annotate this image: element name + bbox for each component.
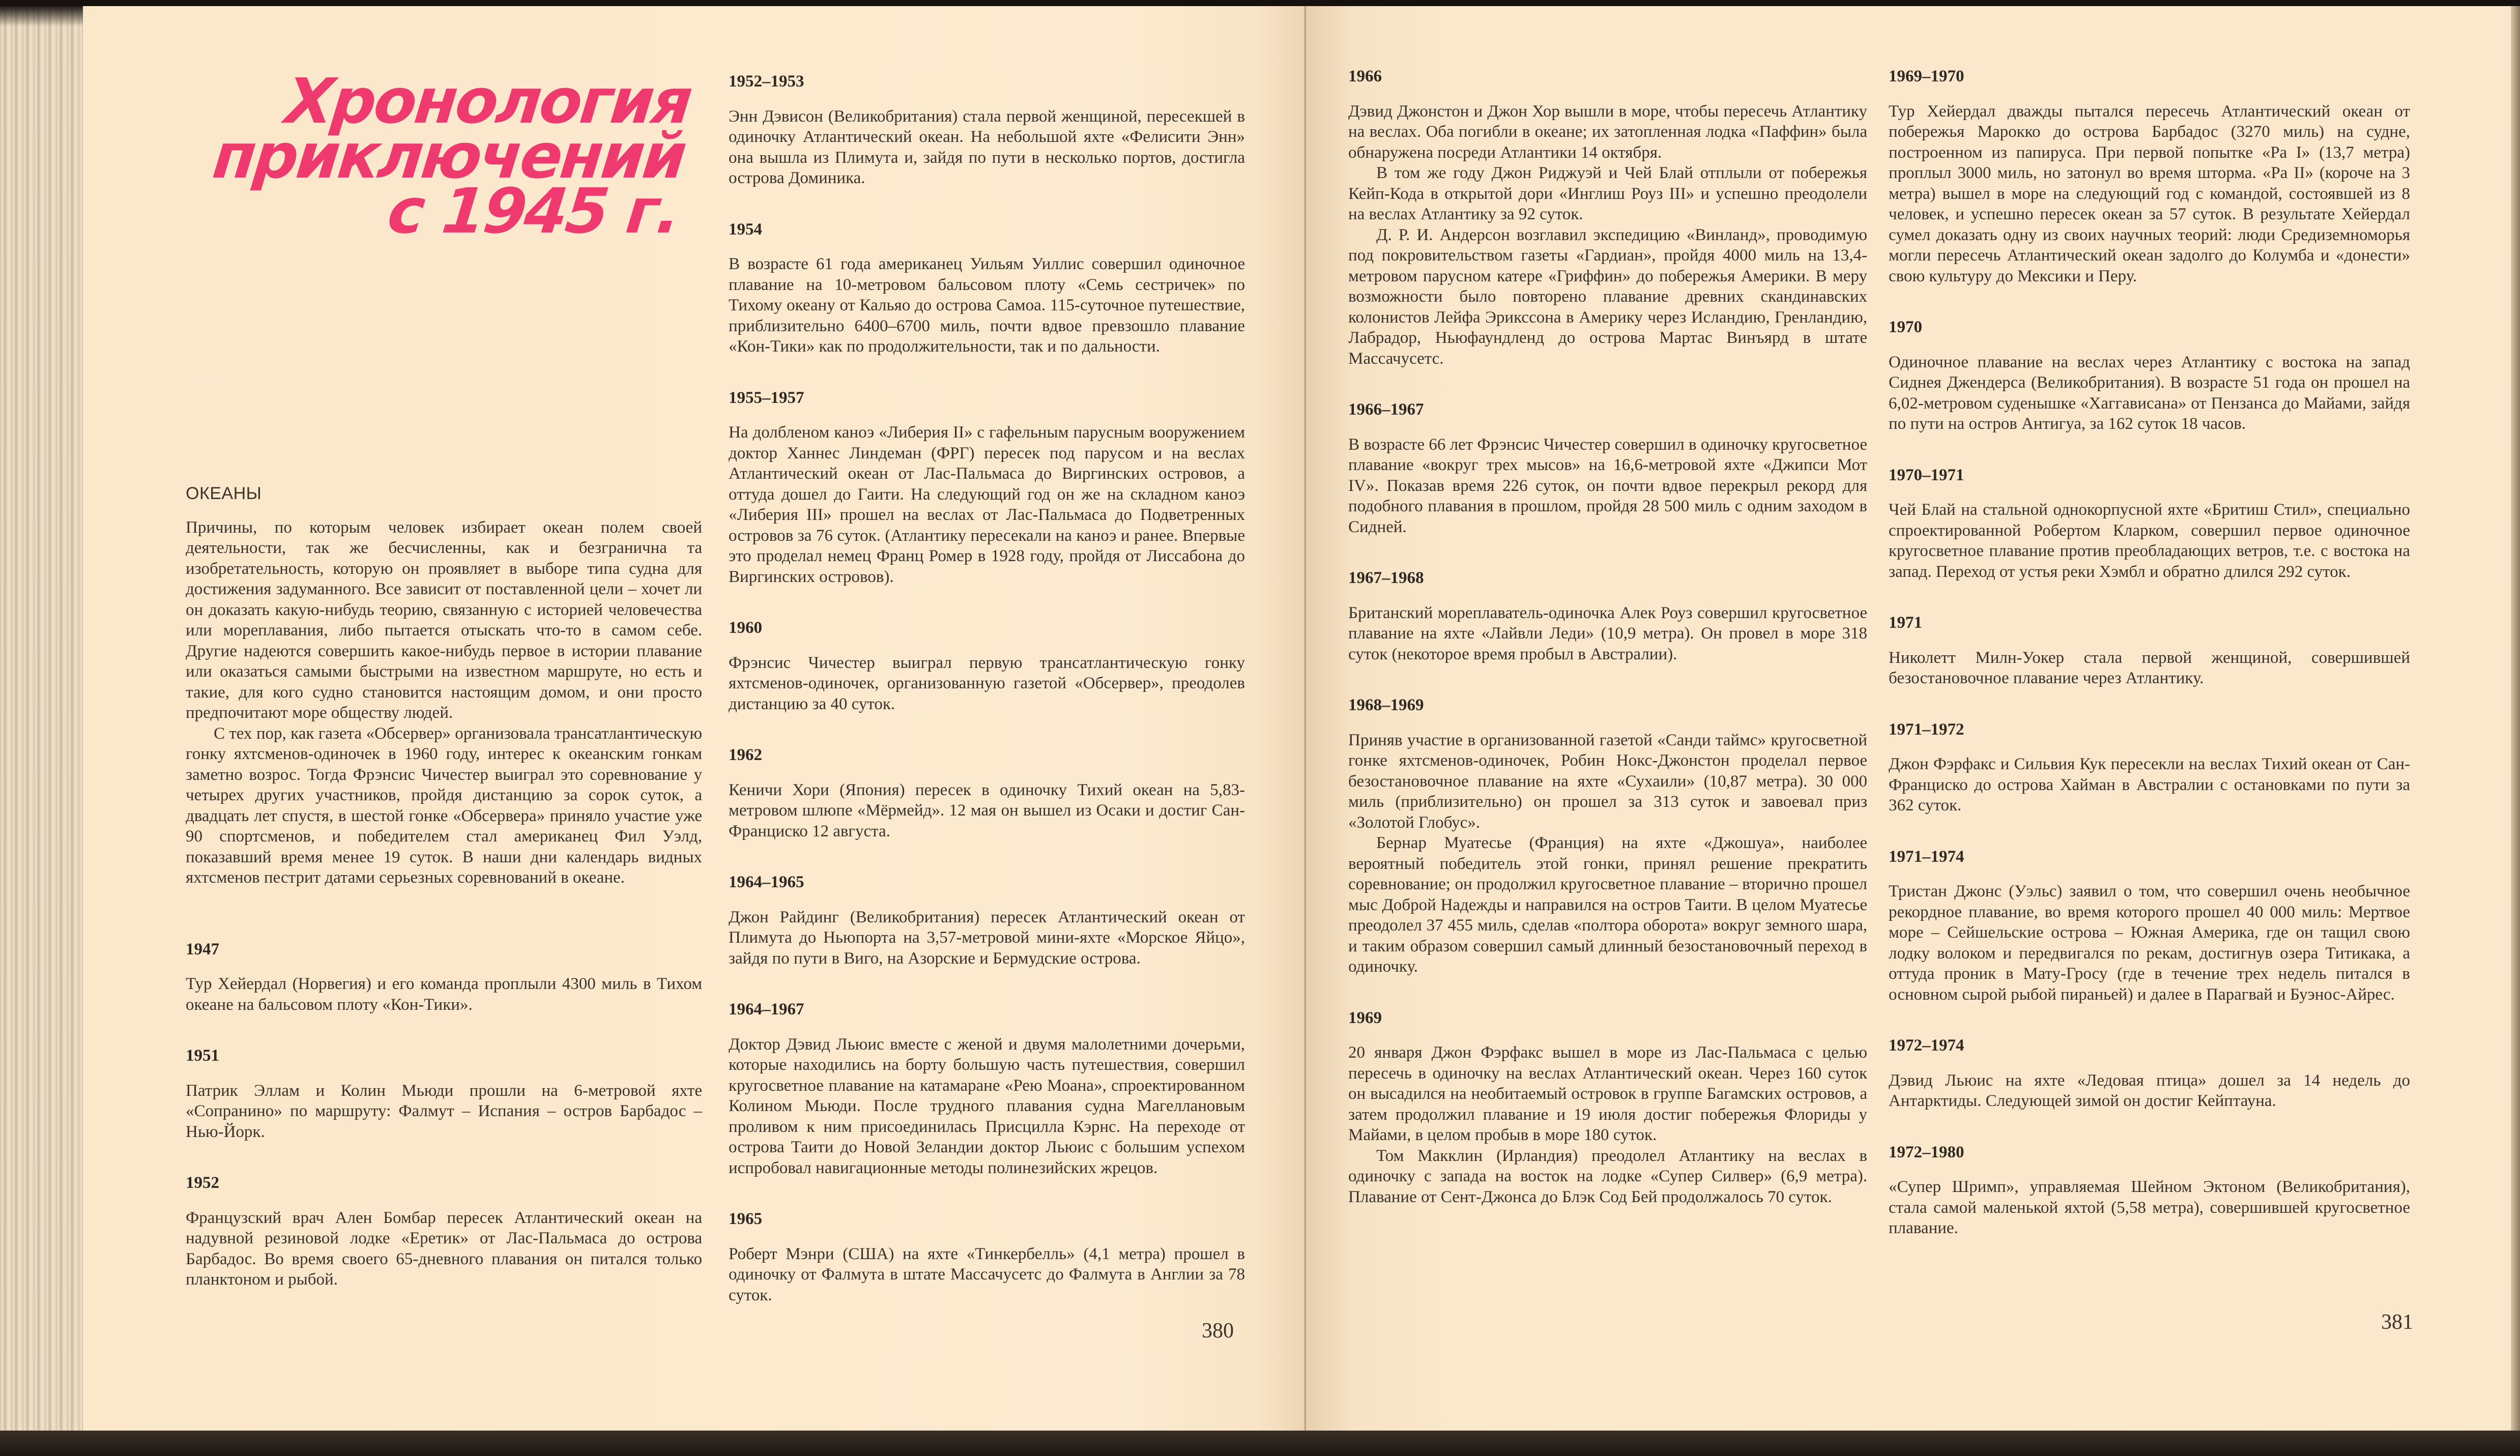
entry-text: Патрик Эллам и Колин Мьюди прошли на 6-метровой яхте «Сопранино» по маршруту: Фалмут – Испания – остров Барбадос – Нью-Йорк. xyxy=(186,1081,702,1141)
section-title: ОКЕАНЫ xyxy=(186,484,262,503)
scan-bottom-edge xyxy=(0,1431,2520,1456)
timeline-entry xyxy=(1889,317,2410,434)
entry-year: 1964–1965 xyxy=(729,873,804,891)
timeline-entry xyxy=(1889,719,2410,816)
column-1 xyxy=(186,483,702,1321)
entry-text: Приняв участие в организованной газетой «Санди таймс» кругосветной гонке яхтсменов-одиночек, Робин Нокс-Джонстон проделал первое безостановочное плавание на яхте «Сухаили» (10,87 метра). 30 000 миль (приблизительно) он прошел за 313 суток и завоевал приз «Золотой Глобус». xyxy=(1348,731,1867,832)
entry-year: 1962 xyxy=(729,746,762,764)
timeline-entry xyxy=(186,1045,702,1142)
entry-text: Тур Хейердал (Норвегия) и его команда проплыли 4300 миль в Тихом океане на бальсовом плоту «Кон-Тики». xyxy=(186,975,702,1014)
column-1-entries xyxy=(186,939,702,1290)
entry-year: 1970 xyxy=(1889,318,1922,336)
entry-text: Джон Райдинг (Великобритания) пересек Атлантический океан от Плимута до Ньюпорта на 3,57-метровой мини-яхте «Морское Яйцо», зайдя по пути в Виго, на Азорские и Бермудские острова. xyxy=(729,908,1245,968)
entry-text: Дэвид Джонстон и Джон Хор вышли в море, чтобы пересечь Атлантику на веслах. Оба погибли в океане; их затопленная лодка «Паффин» была обнаружена посреди Атлантики 14 октября. xyxy=(1348,102,1867,162)
entry-text: Тур Хейердал дважды пытался пересечь Атлантический океан от побережья Марокко до острова Барбадос (3270 миль) на судне, построенном из папируса. При первой попытке «Ра I» (13,7 метра) проплыл 3000 миль, но затонул во время шторма. «Ра II» (короче на 3 метра) вышел в море на следующий год с командой, состоявшей из 8 человек, и успешно пересек океан за 57 суток. В результате Хейердал сумел доказать одну из своих научных теорий: люди Средиземноморья могли пересечь Атлантический океан задолго до Колумба и «донести» свою культуру до Мексики и Перу. xyxy=(1889,102,2410,285)
column-4-entries xyxy=(1889,66,2410,1239)
entry-year: 1947 xyxy=(186,940,219,958)
chapter-title-line-1: Хронология xyxy=(282,65,694,137)
page-number-left: 380 xyxy=(1202,1319,1234,1343)
entry-year: 1954 xyxy=(729,220,762,239)
timeline-entry xyxy=(729,1209,1245,1305)
entry-year: 1970–1971 xyxy=(1889,465,1964,484)
entry-text: Кеничи Хори (Япония) пересек в одиночку Тихий океан на 5,83-метровом шлюпе «Мёрмейд». 12 мая он вышел из Осаки и достиг Сан-Франциско 12 августа. xyxy=(729,780,1245,840)
entry-year: 1960 xyxy=(729,619,762,637)
entry-year: 1972–1974 xyxy=(1889,1036,1964,1055)
timeline-entry xyxy=(1348,66,1867,369)
entry-text: На долбленом каноэ «Либерия II» с гафельным парусным вооружением доктор Ханнес Линдеман (ФРГ) пересек под парусом и на веслах Атлантический океан от Лас-Пальмаса до Виргинских островов, а оттуда дошел до Гаити. На следующий год он же на складном каноэ «Либерия III» прошел на веслах от Лас-Пальмаса до Подветренных островов за 76 суток. (Атлантику пересекали на каноэ и ранее. Впервые это проделал немец Франц Ромер в 1928 году, пройдя от Лиссабона до Виргинских островов). xyxy=(729,423,1245,586)
column-2 xyxy=(729,71,1245,1336)
column-3 xyxy=(1348,66,1867,1238)
entry-text: Роберт Мэнри (США) на яхте «Тинкербелль» (4,1 метра) прошел в одиночку от Фалмута в штате Массачусетс до Фалмута в Англии за 78 суток. xyxy=(729,1244,1245,1304)
timeline-entry xyxy=(729,872,1245,969)
timeline-entry xyxy=(1348,568,1867,664)
column-4 xyxy=(1889,66,2410,1269)
timeline-entry xyxy=(729,745,1245,841)
timeline-entry xyxy=(729,388,1245,588)
timeline-entry xyxy=(729,219,1245,357)
chapter-title xyxy=(175,65,694,247)
entry-text: Доктор Дэвид Льюис вместе с женой и двумя малолетними дочерьми, которые находились на борту большую часть путешествия, совершил кругосветное плавание на катамаране «Рею Моана», спроектированном Колином Мьюди. После трудного плавания судна Магеллановым проливом к ним присоединилась Присцилла Кэрнс. На переходе от острова Таити до Новой Зеландии доктор Льюис с большим успехом испробовал навигационные методы полинезийских жрецов. xyxy=(729,1035,1245,1177)
entry-year: 1967–1968 xyxy=(1348,569,1424,587)
timeline-entry xyxy=(729,618,1245,714)
entry-text: Джон Фэрфакс и Сильвия Кук пересекли на веслах Тихий океан от Сан-Франциско до острова Хайман в Австралии с остановками по пути за 362 суток. xyxy=(1889,755,2410,814)
entry-text: Дэвид Льюис на яхте «Ледовая птица» дошел за 14 недель до Антарктиды. Следующей зимой он достиг Кейптауна. xyxy=(1889,1071,2410,1110)
entry-text: В том же году Джон Риджуэй и Чей Блай отплыли от побережья Кейп-Кода в открытой дори «Инглиш Роуз III» и успешно преодолели на веслах Атлантику за 92 суток. xyxy=(1348,164,1867,223)
entry-text: Одиночное плавание на веслах через Атлантику с востока на запад Сиднея Джендерса (Великобритания). В возрасте 51 года он прошел на 6,02-метровом суденышке «Хаггависана» от Пензанса до Майами, зайдя по пути на остров Антигуа, за 162 суток 18 часов. xyxy=(1889,353,2410,433)
intro-paragraph: С тех пор, как газета «Обсервер» организовала трансатлантическую гонку яхтсменов-одиночек в 1960 году, интерес к океанским гонкам заметно возрос. Тогда Фрэнсис Чичестер выиграл это соревнование у четырех других участников, пройдя дистанцию за сорок суток, а двадцать лет спустя, в шестой гонке «Обсервера» приняло участие уже 90 спортсменов, и победителем стал американец Фил Уэлд, показавший время менее 19 суток. В наши дни календарь видных яхтсменов пестрит датами серьезных соревнований в океане. xyxy=(186,724,702,887)
entry-year: 1969–1970 xyxy=(1889,67,1964,85)
timeline-entry xyxy=(1348,1008,1867,1208)
entry-year: 1952 xyxy=(186,1174,219,1192)
entry-text: «Супер Шримп», управляемая Шейном Эктоном (Великобритания), стала самой маленькой яхтой (5,58 метра), совершившей кругосветное плавание. xyxy=(1889,1178,2410,1237)
timeline-entry xyxy=(729,71,1245,189)
oceans-intro xyxy=(186,483,702,888)
entry-text: В возрасте 66 лет Фрэнсис Чичестер совершил в одиночку кругосветное плавание «вокруг трех мысов» на 16,6-метровой яхте «Джипси Мот IV». Показав время 226 суток, он почти вдвое перекрыл рекорд для подобного плавания в прошлом, пройдя 28 500 миль с одним заходом в Сидней. xyxy=(1348,435,1867,536)
entry-text: Бернар Муатесье (Франция) на яхте «Джошуа», наиболее вероятный победитель этой гонки, принял решение прекратить соревнование; он продолжил кругосветное плавание – вторично прошел мыс Доброй Надежды и направился на остров Таити. В целом Муатесье преодолел 37 455 миль, сделав «полтора оборота» вокруг земного шара, и таким образом совершил самый длинный безостановочный переход в одиночку. xyxy=(1348,834,1867,976)
chapter-title-line-2: приключений xyxy=(209,120,688,192)
timeline-entry xyxy=(186,1173,702,1290)
book-spine xyxy=(1304,6,1306,1431)
entry-year: 1971–1974 xyxy=(1889,847,1964,866)
entry-year: 1968–1969 xyxy=(1348,696,1424,714)
entry-text: Британский мореплаватель-одиночка Алек Роуз совершил кругосветное плавание на яхте «Лайвли Леди» (10,9 метра). Он провел в море 318 суток (некоторое время пробыл в Австралии). xyxy=(1348,603,1867,663)
book-right-edge xyxy=(2511,6,2520,1431)
entry-text: Чей Блай на стальной однокорпусной яхте «Бритиш Стил», специально спроектированной Робертом Кларком, совершил первое одиночное кругосветное плавание против преобладающих ветров, т.е. с востока на запад. Переход от устья реки Хэмбл и обратно длился 292 суток. xyxy=(1889,501,2410,581)
timeline-entry xyxy=(1889,613,2410,689)
entry-year: 1951 xyxy=(186,1046,219,1065)
chapter-title-line-3: с 1945 г. xyxy=(384,175,683,247)
entry-text: Фрэнсис Чичестер выиграл первую трансатлантическую гонку яхтсменов-одиночек, организованную газетой «Обсервер», преодолев дистанцию за 40 суток. xyxy=(729,653,1245,713)
entry-text: Тристан Джонс (Уэльс) заявил о том, что совершил очень необычное рекордное плавание, во время которого прошел 40 000 миль: Мертвое море – Сейшельские острова – Южная Америка, где он тащил свою лодку волоком и передвигался по рекам, достигнув озера Титикака, а оттуда проник в Мату-Гросу (где в течение трех недель питался в основном сырой рыбой пираньей) и далее в Парагвай и Буэнос-Айрес. xyxy=(1889,882,2410,1004)
entry-year: 1972–1980 xyxy=(1889,1143,1964,1161)
entry-text: Николетт Милн-Уокер стала первой женщиной, совершившей безостановочное плавание через Атлантику. xyxy=(1889,648,2410,687)
book-page-edges xyxy=(0,6,84,1433)
timeline-entry xyxy=(1889,66,2410,286)
timeline-entry xyxy=(186,939,702,1015)
entry-year: 1965 xyxy=(729,1210,762,1228)
entry-year: 1971–1972 xyxy=(1889,720,1964,739)
entry-year: 1966 xyxy=(1348,67,1382,85)
entry-year: 1955–1957 xyxy=(729,388,804,407)
timeline-entry xyxy=(729,999,1245,1178)
entry-year: 1971 xyxy=(1889,614,1922,632)
entry-text: Том Макклин (Ирландия) преодолел Атлантику на веслах в одиночку с запада на восток на лодке «Супер Силвер» (6,9 метра). Плавание от Сент-Джонса до Блэк Сод Бей продолжалось 70 суток. xyxy=(1348,1146,1867,1206)
column-2-entries xyxy=(729,71,1245,1305)
timeline-entry xyxy=(1889,1142,2410,1239)
entry-text: Энн Дэвисон (Великобритания) стала первой женщиной, пересекшей в одиночку Атлантический океан. На небольшой яхте «Фелисити Энн» она вышла из Плимута и, зайдя по пути в несколько портов, достигла острова Доминика. xyxy=(729,107,1245,187)
timeline-entry xyxy=(1348,695,1867,977)
timeline-entry xyxy=(1348,399,1867,537)
entry-text: Д. Р. И. Андерсон возглавил экспедицию «Винланд», проводимую под покровительством газеты «Гардиан», пройдя 4000 миль на 13,4-метровом парусном катере «Гриффин» до побережья Америки. В меру возможности было повторено плавание древних скандинавских колонистов Лейфа Эриксcона в Америку через Исландию, Гренландию, Лабрадор, Ньюфаундленд до острова Мартас Винъярд в штате Массачусетс. xyxy=(1348,225,1867,368)
entry-year: 1952–1953 xyxy=(729,72,804,91)
page-number-right: 381 xyxy=(2381,1311,2413,1334)
timeline-entry xyxy=(1889,847,2410,1005)
timeline-entry xyxy=(1889,465,2410,583)
entry-year: 1969 xyxy=(1348,1008,1382,1027)
entry-text: 20 января Джон Фэрфакс вышел в море из Лас-Пальмаса с целью пересечь в одиночку на веслах Атлантический океан. Через 160 суток он высадился на необитаемый островок в группе Багамских островов, а затем продолжил плавание и 19 июля достиг побережья Флориды у Майами, в целом пробыв в море 180 суток. xyxy=(1348,1043,1867,1144)
intro-paragraph: Причины, по которым человек избирает океан полем своей деятельности, так же бесчисленны, как и безгранична та изобретательность, которую он проявляет в выборе типа судна для достижения задуманного. Все зависит от поставленной цели – хочет ли он доказать какую-нибудь теорию, связанную с историей человечества или мореплавания, либо пытается отыскать что-то в самом себе. Другие надеются совершить какое-нибудь первое в истории плавание или оказаться самыми быстрыми на известном маршруте, но есть и такие, для кого судно становится настоящим домом, и они просто предпочитают море обществу людей. xyxy=(186,518,702,722)
timeline-entry xyxy=(1889,1035,2410,1112)
entry-text: В возрасте 61 года американец Уильям Уиллис совершил одиночное плавание на 10-метровом бальсовом плоту «Семь сестричек» по Тихому океану от Кальяо до острова Самоа. 115-суточное путешествие, приблизительно 6400–6700 миль, почти вдвое превзошло плавание «Кон-Тики» как по продолжительности, так и по дальности. xyxy=(729,255,1245,356)
column-3-entries xyxy=(1348,66,1867,1207)
entry-text: Французский врач Ален Бомбар пересек Атлантический океан на надувной резиновой лодке «Еретик» от Лас-Пальмаса до острова Барбадос. Во время своего 65-дневного плавания он питался только планктоном и рыбой. xyxy=(186,1208,702,1289)
entry-year: 1966–1967 xyxy=(1348,400,1424,419)
entry-year: 1964–1967 xyxy=(729,1000,804,1018)
